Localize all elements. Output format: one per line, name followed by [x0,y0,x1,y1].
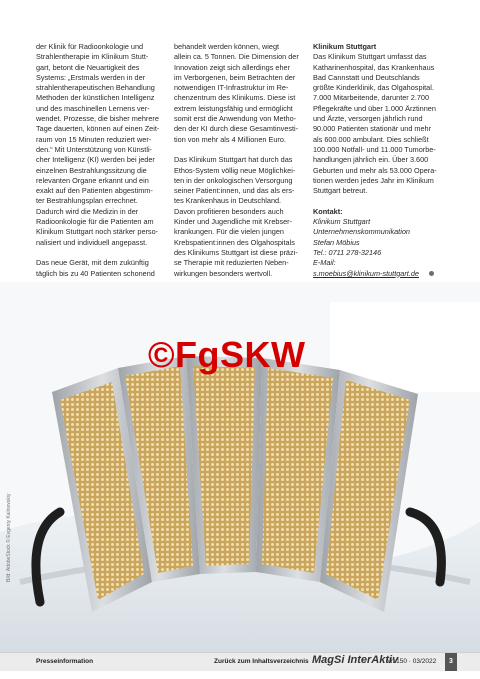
contact-name: Stefan Möbius [313,237,360,247]
back-to-toc-link[interactable]: Zurück zum Inhaltsverzeichnis [214,658,309,665]
photo-light-therapy-device [0,282,480,652]
end-marker-icon [429,271,434,276]
page-footer [0,652,480,671]
paragraph: Das neue Gerät, mit dem zukünftig täglich bis zu 40 Patienten schonend [36,258,155,278]
contact-heading: Kontakt: [313,206,343,216]
paragraph: behandelt werden können, wiegt allein ca. 5 Tonnen. Die Dimension der Innovation zeigt sich allerdings eher im Verborgenen, beim Betrachten der notwendigen IT-Infrastruktur im Re- chenzentrum des Klinikums. Diese ist extrem leistungsfähig und ermöglicht somit erst die Anwendung von Metho- den der KI durch diese Gesamtinvesti- tion von mehr als 4 Millionen Euro. [174,42,299,144]
magazine-logo: MagSi InterAktiv [312,654,399,666]
contact-phone: Tel.: 0711 278-32146 [313,247,382,257]
contact-email-label: E-Mail: [313,258,336,268]
footer-section-label: Presseinformation [36,658,94,665]
page-number: 3 [445,653,457,671]
contact-dept: Unternehmenskommunikation [313,227,410,237]
watermark: ©FgSKW [148,334,306,375]
contact-org: Klinikum Stuttgart [313,217,371,227]
info-heading: Klinikum Stuttgart [313,42,377,51]
info-box [313,42,448,279]
text-column-1 [36,42,164,289]
text-column-2 [174,42,304,289]
issue-number: Nr. 150 · 03/2022 [386,658,437,665]
paragraph: der Klinik für Radioonkologie und Strahlentherapie im Klinikum Stutt- gart, betont die Neuartigkeit des Systems: „Erstmals werden in der strahlentherapeutischen Behandlung Methoden der künstlichen Intelligenz und des maschinellen Lernens ver- wendet. Prozesse, die bisher mehrere Tage dauerten, können auf einen Zeit- raum von 15 Minuten reduziert wer- den.“ Mit Unterstützung von Künstli- cher Intelligenz (KI) werden bei jeder einzelnen Bestrahlungssitzung die relevanten Organe erkannt und ein exakt auf den Patienten abgestimm- ter Bestrahlungsplan errechnet. Dadurch wird die Medizin in der Radioonkologie für die Patienten am Klinikum Stuttgart noch stärker perso- nalisiert und individuell angepasst. [36,42,160,247]
info-body: Das Klinikum Stuttgart umfasst das Katharinenhospital, das Krankenhaus Bad Cannstatt und Deutschlands größte Kinderklinik, das Olgahospital. 7.000 Mitarbeitende, darunter 2.700 Pflegekräfte und über 1.000 Ärztinnen und Ärzte, versorgen jährlich rund 90.000 Patienten stationär und mehr als 600.000 ambulant. Dies schließt 100.000 Notfall- und 11.000 Tumorbe- handlungen jährlich ein. Über 3.600 Geburten und mehr als 53.000 Opera- tionen werden jedes Jahr im Klinikum Stuttgart betreut. [313,52,437,196]
contact-email-link[interactable]: s.moebius@klinikum-stuttgart.de [313,268,419,278]
paragraph: Das Klinikum Stuttgart hat durch das Ethos-System völlig neue Möglichkei- ten in der onkologischen Versorgung seiner Patient:innen, und das als ers- tes Krankenhaus in Deutschland. Davon profitieren besonders auch Kinder und Jugendliche mit Krebser- krankungen. Für die vielen jungen Krebspatient:innen des Olgahospitals des Klinikums Stuttgart ist diese präzi- se Therapie mit reduzierten Neben- wirkungen besonders wertvoll. [174,155,298,278]
photo-credit: Bild: AdobeStock © Evgeniy Kalinovskiy [6,493,12,582]
